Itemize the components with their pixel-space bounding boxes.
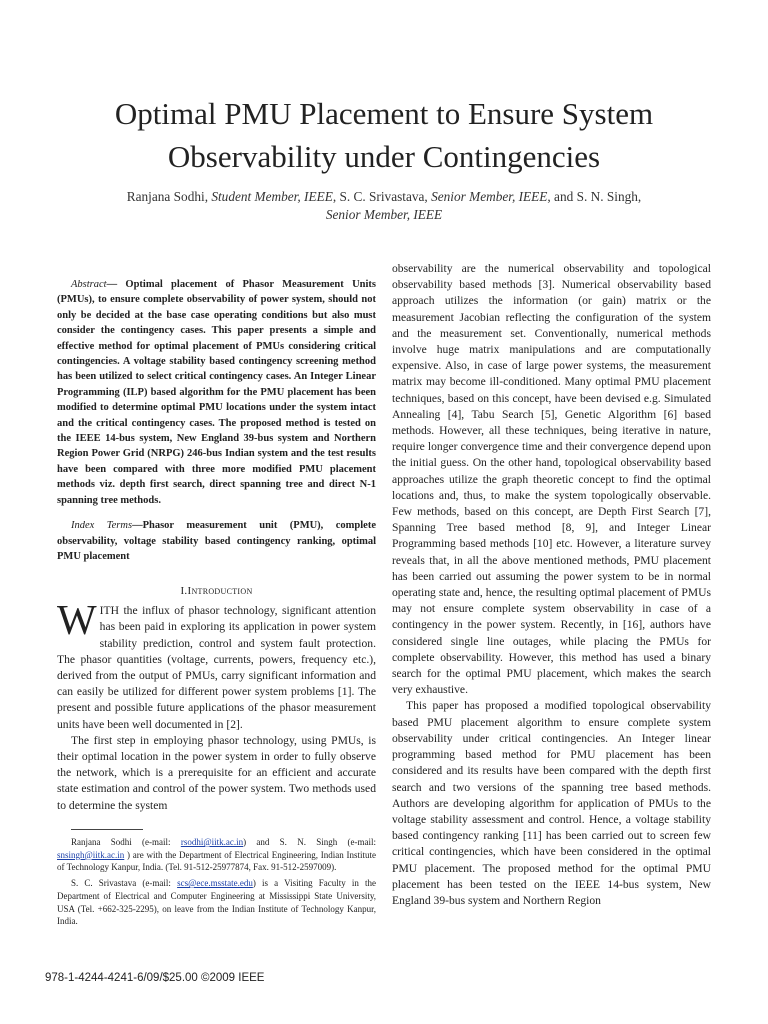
- copyright-notice: 978-1-4244-4241-6/09/$25.00 ©2009 IEEE: [45, 972, 265, 984]
- title-line-1: Optimal PMU Placement to Ensure System: [114, 96, 654, 131]
- dropcap-letter: W: [57, 598, 97, 645]
- footnotes: [57, 829, 376, 931]
- author-3-role: Senior Member, IEEE: [325, 207, 443, 222]
- intro-paragraph-1: [57, 598, 376, 733]
- index-terms: [57, 518, 376, 564]
- author-2: , S. C. Srivastava,: [332, 189, 432, 204]
- footnote-1-text-c: ) are with the Department of Electrical Engineering, Indian Institute of Technology Kanpur, India. (Tel. 91-512-25977874, Fax. 91-512-2597009).: [57, 849, 376, 873]
- right-paragraph-1: observability are the numerical observability and topological observability based methods [3]. Numerical observability based approach utilizes the information (or gain) matrix or the measurement Jacobian reflecting the configuration of the system and the measurement set. Conventionally, numerical methods involve huge matrix manipulations and are computationally expensive. Also, in case of large power systems, the measurement matrix may become ill-conditioned. Many optimal PMU placement techniques, based on this concept, have been devised e.g. Simulated Annealing [4], Tabu Search [5], Genetic Algorithm [6] based methods. However, all these techniques, being iterative in nature, require longer convergence time and their convergence depend upon the initial guess. On the other hand, topological observability based approaches utilize the graph theoretic concept to find the optimal locations and, thus, to make the system topologically observable. Few methods, based on this concept, are Depth First Search [7], Spanning Tree based method [8, 9], and Integer Linear Programming based methods [10] etc. However, a literature survey reveals that, in all the above mentioned methods, PMU placement has been carried out assuming the power system to be in normal operating state and, hence, the resulting optimal placement of PMUs may not ensure complete system observability in case of a contingency in the power system. Recently, in [16], authors have considered single line outages, while placing the PMUs for complete observability. However, this method has used a binary search for the optimal PMU placement, which makes the search very exhaustive.: [392, 262, 711, 697]
- footnote-1: [57, 836, 376, 874]
- section-heading-introduction: I.Introduction: [180, 585, 253, 598]
- email-link-singh[interactable]: snsingh@iitk.ac.in: [57, 849, 125, 860]
- left-column: [57, 277, 376, 814]
- footnote-2-text-b: ) is a Visiting Faculty in the Department of Electrical and Computer Engineering at Mississippi State University, USA (Tel. +662-325-2295), on leave from the Indian Institute of Technology Kanpur, India.: [57, 878, 377, 927]
- footnote-2-text-a: S. C. Srivastava (e-mail:: [71, 878, 178, 889]
- email-link-sodhi[interactable]: rsodhi@iitk.ac.in: [180, 837, 244, 847]
- right-column: [392, 261, 711, 909]
- title-line-2: Observability under Contingencies: [167, 139, 601, 174]
- abstract: [57, 277, 376, 508]
- paper-title: [60, 92, 708, 178]
- author-1: Ranjana Sodhi,: [126, 189, 212, 204]
- footnote-rule: [71, 829, 143, 830]
- intro-paragraph-1-text: ITH the influx of phasor technology, significant attention has been paid in exploring its application in power system stability prediction, control and system fault protection. The phasor quantities (voltage, currents, powers, frequency etc.), derived from the output of PMUs, carry significant information and can easily be utilized for different power system problems [1]. The present and possible future applications of the phasor measurement units have been well documented in [2].: [57, 604, 376, 731]
- right-paragraph-2: This paper has proposed a modified topological observability based PMU placement algorithm to ensure complete system observability under critical contingencies. An Integer linear programming based method for PMU placement has been considered and its results have been compared with the depth first search and two versions of the spanning tree based methods. Authors are developing algorithm for application of PMUs to the voltage stability assessment and control. Hence, a voltage stability based contingency ranking [11] has been carried out to screen few critical contingencies, which have been considered in the optimal PMU placement. The proposed method for the optimal PMU placement has been tested on the IEEE 14-bus system, New England 39-bus system and Northern Region: [392, 699, 711, 907]
- footnote-1-text-a: Ranjana Sodhi (e-mail:: [71, 837, 181, 847]
- abstract-text: — Optimal placement of Phasor Measurement Units (PMUs), to ensure complete observability of power system, should not only be decided at the base case operating conditions but also must consider the contingency cases. This paper presents a simple and effective method for optimal placement of PMUs considering critical contingencies. A voltage stability based contingency screening method has been utilized to select critical contingency cases. An Integer Linear Programming (ILP) based algorithm for the PMU placement has been modified to determine optimal PMU locations under the system intact and the critical contingency cases. The proposed method is tested on the IEEE 14-bus system, New England 39-bus system and Northern Region Power Grid (NRPG) 246-bus Indian system and the test results have been compared with three more modified PMU placement methods viz. depth first search, direct spanning tree and direct N-1 spanning tree methods.: [57, 279, 376, 506]
- index-terms-lead: Index Terms: [71, 520, 133, 532]
- footnote-1-text-b: ) and S. N. Singh (e-mail:: [243, 837, 376, 847]
- author-list: [60, 188, 708, 224]
- abstract-lead: Abstract: [71, 279, 107, 290]
- author-2-role: Senior Member, IEEE: [431, 189, 548, 204]
- intro-paragraph-2: The first step in employing phasor technology, using PMUs, is their optimal location in the power system in order to fully observe the network, which is a prerequisite for an efficient and accurate state estimation and control of the power system. Two methods used to determine the system: [57, 733, 376, 812]
- author-1-role: Student Member, IEEE: [211, 189, 333, 204]
- footnote-2: [57, 877, 376, 928]
- email-link-srivastava[interactable]: scs@ece.msstate.edu: [177, 878, 253, 889]
- author-3: , and S. N. Singh,: [547, 189, 642, 204]
- index-terms-text: —Phasor measurement unit (PMU), complete observability, voltage stability based contingency ranking, optimal PMU placement: [57, 520, 376, 562]
